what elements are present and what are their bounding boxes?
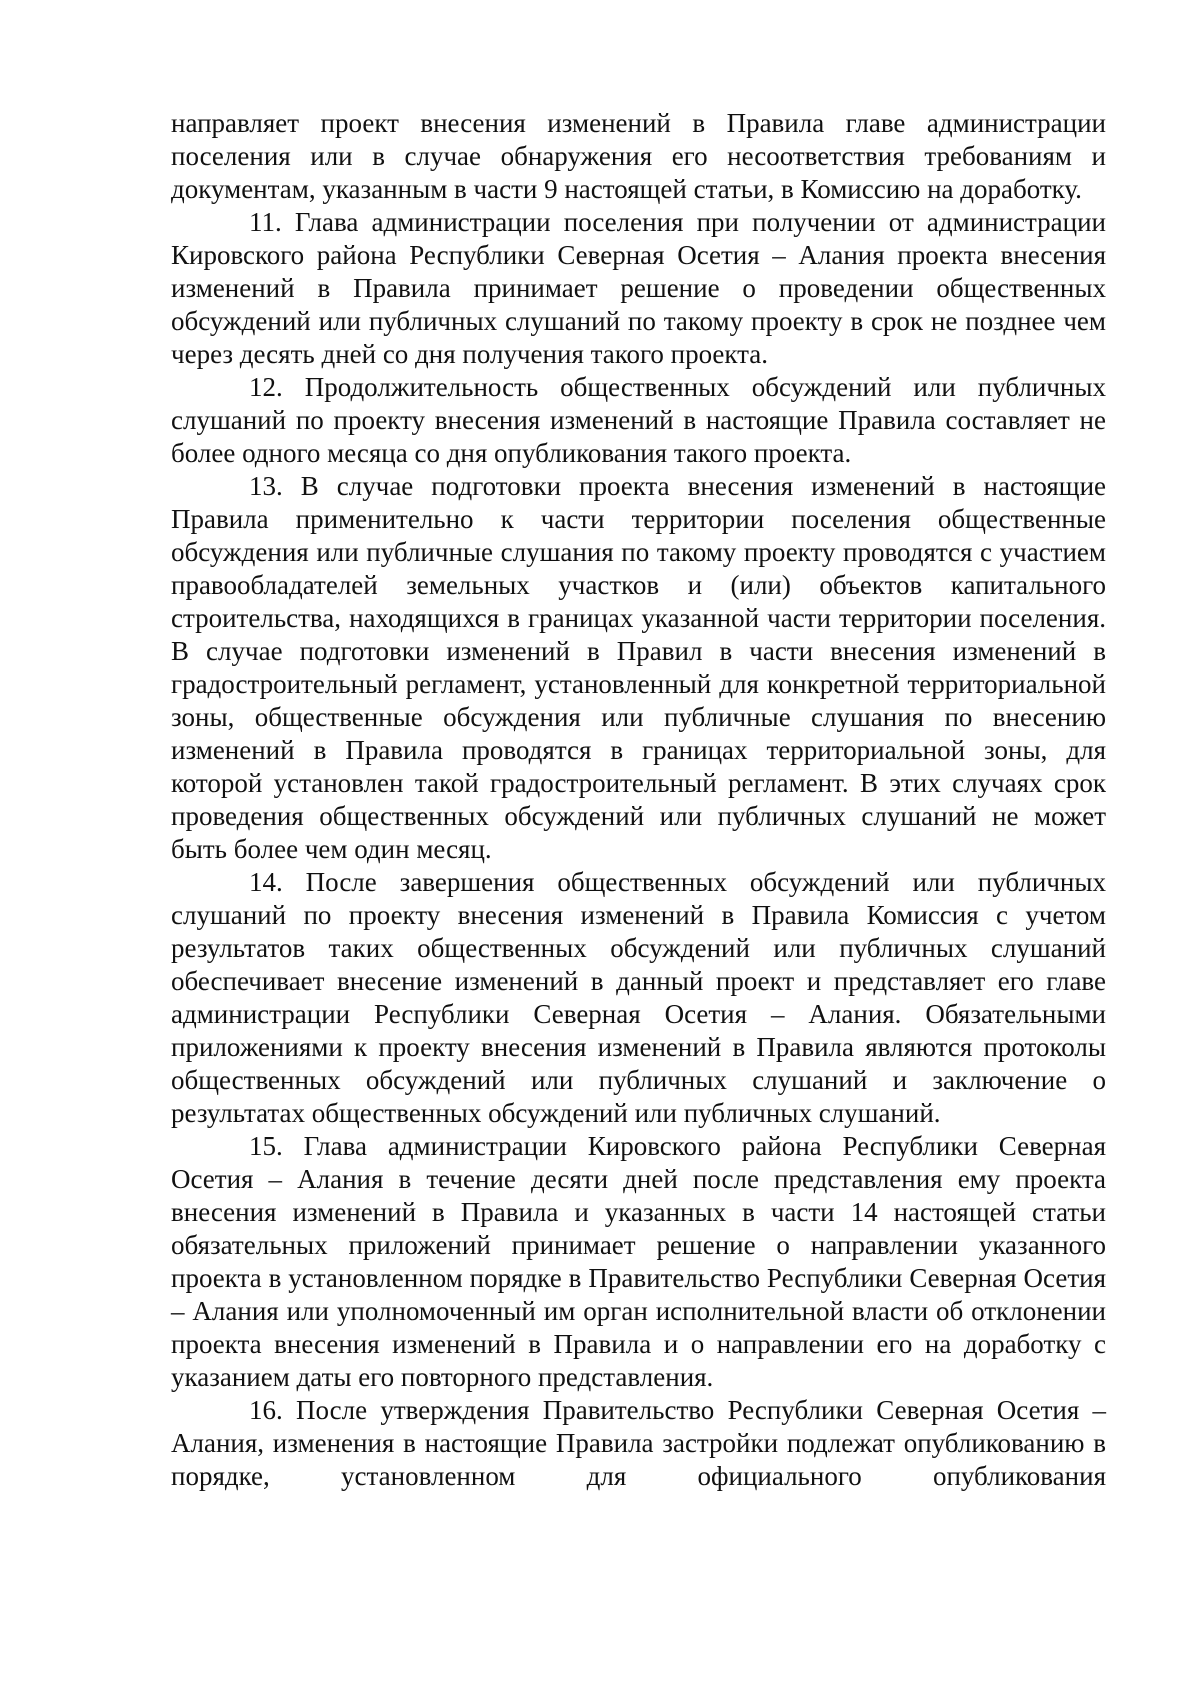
document-page [171,107,1106,1493]
paragraph-16: 16. После утверждения Правительство Республики Северная Осетия – Алания, изменения в настоящие Правила застройки подлежат опубликованию в порядке, установленном для официального опубликования [171,1395,1106,1491]
paragraph-14: 14. После завершения общественных обсуждений или публичных слушаний по проекту внесения изменений в Правила Комиссия с учетом результатов таких общественных обсуждений или публичных слушаний обеспечивает внесение изменений в данный проект и представляет его главе администрации Республики Северная Осетия – Алания. Обязательными приложениями к проекту внесения изменений в Правила являются протоколы общественных обсуждений или публичных слушаний и заключение о результатах общественных обсуждений или публичных слушаний. [171,867,1106,1128]
paragraph-12: 12. Продолжительность общественных обсуждений или публичных слушаний по проекту внесения изменений в настоящие Правила составляет не более одного месяца со дня опубликования такого проекта. [171,372,1106,468]
paragraph-13: 13. В случае подготовки проекта внесения изменений в настоящие Правила применительно к части территории поселения общественные обсуждения или публичные слушания по такому проекту проводятся с участием правообладателей земельных участков и (или) объектов капитального строительства, находящихся в границах указанной части территории поселения. В случае подготовки изменений в Правил в части внесения изменений в градостроительный регламент, установленный для конкретной территориальной зоны, общественные обсуждения или публичные слушания по внесению изменений в Правила проводятся в границах территориальной зоны, для которой установлен такой градостроительный регламент. В этих случаях срок проведения общественных обсуждений или публичных слушаний не может быть более чем один месяц. [171,471,1106,864]
paragraph-continuation: направляет проект внесения изменений в Правила главе администрации поселения или в случае обнаружения его несоответствия требованиям и документам, указанным в части 9 настоящей статьи, в Комиссию на доработку. [171,108,1106,204]
paragraph-11: 11. Глава администрации поселения при получении от администрации Кировского района Республики Северная Осетия – Алания проекта внесения изменений в Правила принимает решение о проведении общественных обсуждений или публичных слушаний по такому проекту в срок не позднее чем через десять дней со дня получения такого проекта. [171,207,1106,369]
paragraph-15: 15. Глава администрации Кировского района Республики Северная Осетия – Алания в течение десяти дней после представления ему проекта внесения изменений в Правила и указанных в части 14 настоящей статьи обязательных приложений принимает решение о направлении указанного проекта в установленном порядке в Правительство Республики Северная Осетия – Алания или уполномоченный им орган исполнительной власти об отклонении проекта внесения изменений в Правила и о направлении его на доработку с указанием даты его повторного представления. [171,1131,1106,1392]
